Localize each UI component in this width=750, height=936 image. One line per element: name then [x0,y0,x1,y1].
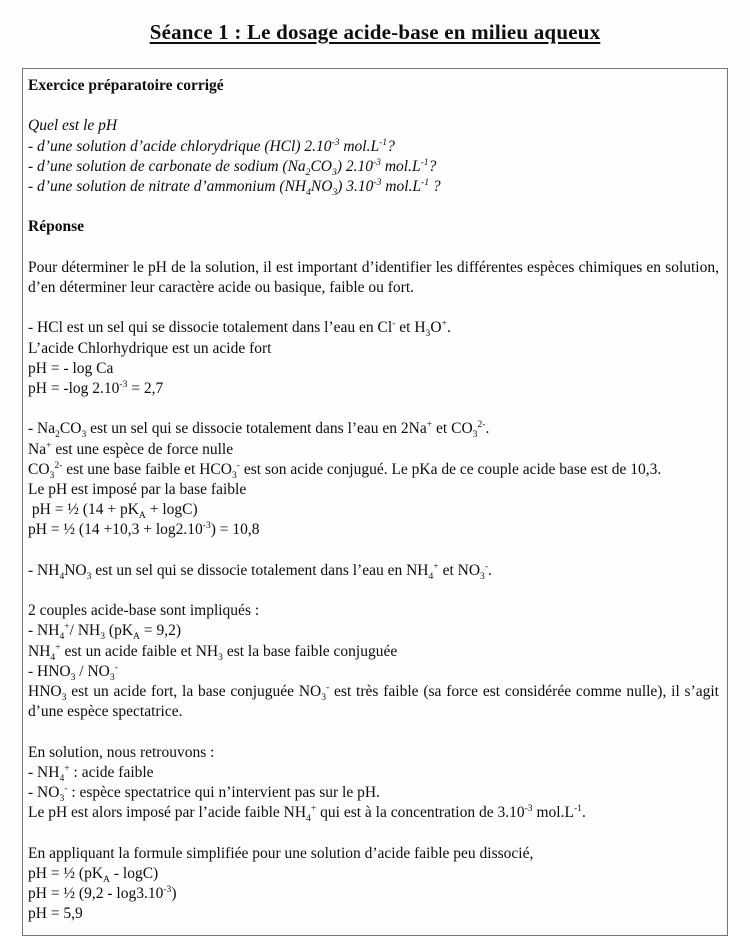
text-line [28,197,719,217]
text-line: En appliquant la formule simplifiée pour une solution d’acide faible peu dissocié, [28,844,534,862]
question-item-nh4no3: - d’une solution de nitrate d’ammonium $(NH_4NO_3)$ $3.10^{-3}$ $mol.L^{-1}$ ? [28,176,441,199]
exercise-content [28,76,723,925]
text-line: L’acide Chlorhydrique est un acide fort [28,339,272,357]
text-line: - $HNO_3 / NO_3^-$ [28,661,118,683]
text-line: - $NH_4^+/$ $NH_3$ $(pK_A = 9,2)$ [28,621,181,643]
text-line: pH = ½ $(14 + pK_A + \log C)$ [28,501,198,522]
exercise-heading: Exercice préparatoire corrigé [28,77,224,94]
text-line: 2 couples acide-base sont impliqués : [28,602,260,620]
text-line: $CO_3^{2-}$ est une base faible et $HCO_3^-$ est son acide conjugué. Le pKa de ce couple acide base est de 10,3. [28,459,662,481]
page-title: Séance 1 : Le dosage acide-base en milieu aqueux [149,20,601,44]
exercise-box [22,68,728,936]
text-line [28,238,719,258]
text-line: $HNO_3$ est un acide fort, la base conjuguée $NO_3^-$ est très faible (sa force est considérée comme nulle), il s’agit d’une espèce spectatrice. [28,681,723,721]
text-line: Le pH est alors imposé par l’acide faible $NH_4^+$ qui est à la concentration de $3.10^{-3}$ $mol.L^{-1}$. [28,803,586,825]
text-line: pH = - log Ca [28,359,114,377]
text-line [28,723,719,743]
text-line: pH = 5,9 [28,905,83,923]
text-line: - HCl est un sel qui se dissocie totalement dans l’eau en Cl- et $H_3O^+$. [28,318,451,340]
text-line: $NH_4^+$ est un acide faible et $NH_3$ est la base faible conjuguée [28,641,398,663]
text-line: Le pH est imposé par la base faible [28,481,247,499]
text-line [28,298,719,318]
text-line: Pour déterminer le pH de la solution, il est important d’identifier les différentes espèces chimiques en solution, d’en déterminer leur caractère acide ou basique, faible ou fort. [28,258,723,297]
text-line [28,824,719,844]
text-line [28,581,719,601]
text-line [28,96,719,116]
text-line: - $NO_3^-$ : espèce spectatrice qui n’intervient pas sur le pH. [28,782,380,805]
text-line: pH = ½ $(pK_A - \log C)$ [28,864,159,886]
text-line: pH = ½ $(9,2 - \log 3.10^{-3})$ [28,883,177,903]
question-intro: Quel est le pH [28,117,118,135]
text-line: - $NH_4^+$ : acide faible [28,762,154,784]
text-line [28,399,719,419]
question-item-na2co3: - d’une solution de carbonate de sodium $(Na_2CO_3)$ $2.10^{-3}$ $mol.L^{-1}$? [28,156,437,178]
text-line: - $Na_2CO_3$ est un sel qui se dissocie totalement dans l’eau en 2Na+ et $CO_3^{2-}$. [28,419,490,441]
text-line: En solution, nous retrouvons : [28,743,215,761]
text-line [28,541,719,561]
answer-heading: Réponse [28,218,84,236]
text-line: Na+ est une espèce de force nulle [28,439,234,458]
text-line: pH = -log $2.10^{-3} = 2,7$ [28,378,164,398]
question-item-hcl: - d’une solution d’acide chlorydrique (HCl) $2.10^{-3}$ $mol.L^{-1}$? [28,136,395,155]
text-line: pH = ½ $(14 +10,3 + \log 2.10^{-3}) = 10,8$ [28,520,260,539]
text-line: - $NH_4NO_3$ est un sel qui se dissocie totalement dans l’eau en $NH_4^+$ et $NO_3^-$. [28,560,492,582]
